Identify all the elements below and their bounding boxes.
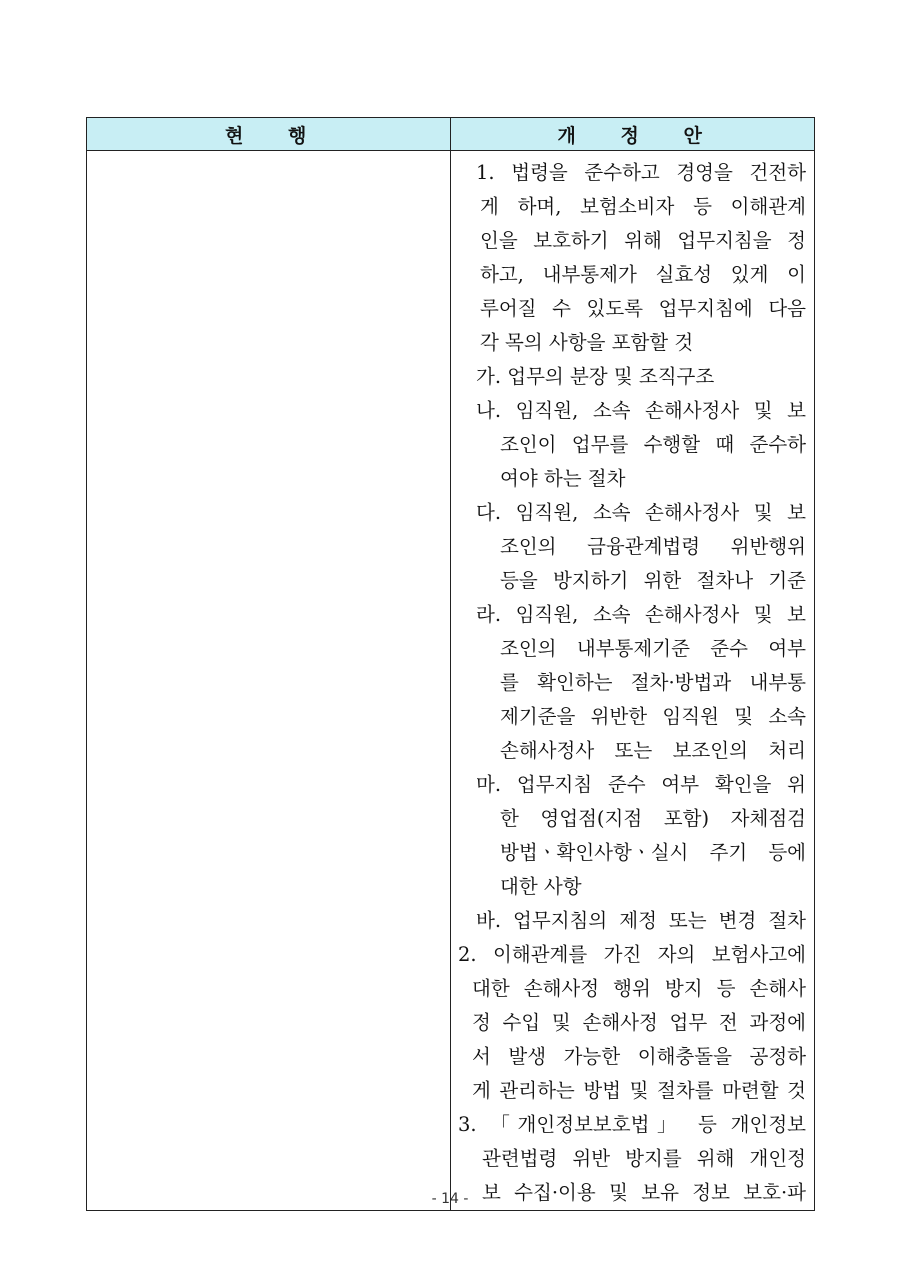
amendment-line: 제기준을 위반한 임직원 및 소속: [500, 705, 806, 728]
amendment-line: 보 수집·이용 및 보유 정보 보호·파: [482, 1181, 806, 1204]
header-amendment: 개 정 안: [451, 118, 815, 151]
table-body-row: [87, 151, 815, 1211]
amendment-line: 라. 임직원, 소속 손해사정사 및 보: [476, 603, 806, 626]
amendment-line: 대한 손해사정 행위 방지 등 손해사: [472, 977, 806, 1000]
comparison-table: [86, 117, 815, 1211]
amendment-line: 를 확인하는 절차·방법과 내부통: [500, 671, 806, 694]
amendment-line: 바. 업무지침의 제정 또는 변경 절차: [476, 909, 806, 932]
amendment-line: 게 하며, 보험소비자 등 이해관계: [480, 195, 806, 218]
amendment-line: 마. 업무지침 준수 여부 확인을 위: [476, 773, 806, 796]
amendment-line: 관련법령 위반 방지를 위해 개인정: [482, 1147, 806, 1170]
amendment-line: 정 수입 및 손해사정 업무 전 과정에: [472, 1011, 806, 1034]
amendment-line: 2. 이해관계를 가진 자의 보험사고에: [458, 943, 806, 966]
amendment-line: 게 관리하는 방법 및 절차를 마련할 것: [472, 1079, 806, 1102]
amendment-line: 한 영업점(지점 포함) 자체점검: [500, 807, 806, 830]
current-column-cell: [87, 151, 451, 1211]
amendment-line: 여야 하는 절차: [500, 467, 626, 490]
amendment-line: 다. 임직원, 소속 손해사정사 및 보: [476, 501, 806, 524]
page-number: - 14 -: [431, 1191, 469, 1207]
amendment-column-cell: [451, 151, 815, 1211]
amendment-line: 서 발생 가능한 이해충돌을 공정하: [472, 1045, 806, 1068]
amendment-line: 나. 임직원, 소속 손해사정사 및 보: [476, 399, 806, 422]
amendment-line: 등을 방지하기 위한 절차나 기준: [500, 569, 806, 592]
amendment-line: 조인의 내부통제기준 준수 여부: [500, 637, 806, 660]
amendment-line: 조인의 금융관계법령 위반행위: [500, 535, 806, 558]
amendment-line: 각 목의 사항을 포함할 것: [480, 331, 694, 354]
amendment-text: [451, 151, 814, 1210]
amendment-line: 인을 보호하기 위해 업무지침을 정: [480, 229, 806, 252]
amendment-line: 손해사정사 또는 보조인의 처리: [500, 739, 806, 762]
amendment-line: 조인이 업무를 수행할 때 준수하: [500, 433, 806, 456]
table-header-row: [87, 118, 815, 151]
amendment-line: 1. 법령을 준수하고 경영을 건전하: [476, 161, 806, 184]
amendment-line: 루어질 수 있도록 업무지침에 다음: [480, 297, 806, 320]
amendment-line: 3. 「개인정보보호법」 등 개인정보: [458, 1113, 806, 1136]
amendment-line: 대한 사항: [500, 875, 582, 898]
amendment-line: 하고, 내부통제가 실효성 있게 이: [480, 263, 806, 286]
amendment-line: 방법ㆍ확인사항ㆍ실시 주기 등에: [500, 841, 806, 864]
amendment-line: 가. 업무의 분장 및 조직구조: [476, 365, 715, 388]
header-current: 현 행: [87, 118, 451, 151]
